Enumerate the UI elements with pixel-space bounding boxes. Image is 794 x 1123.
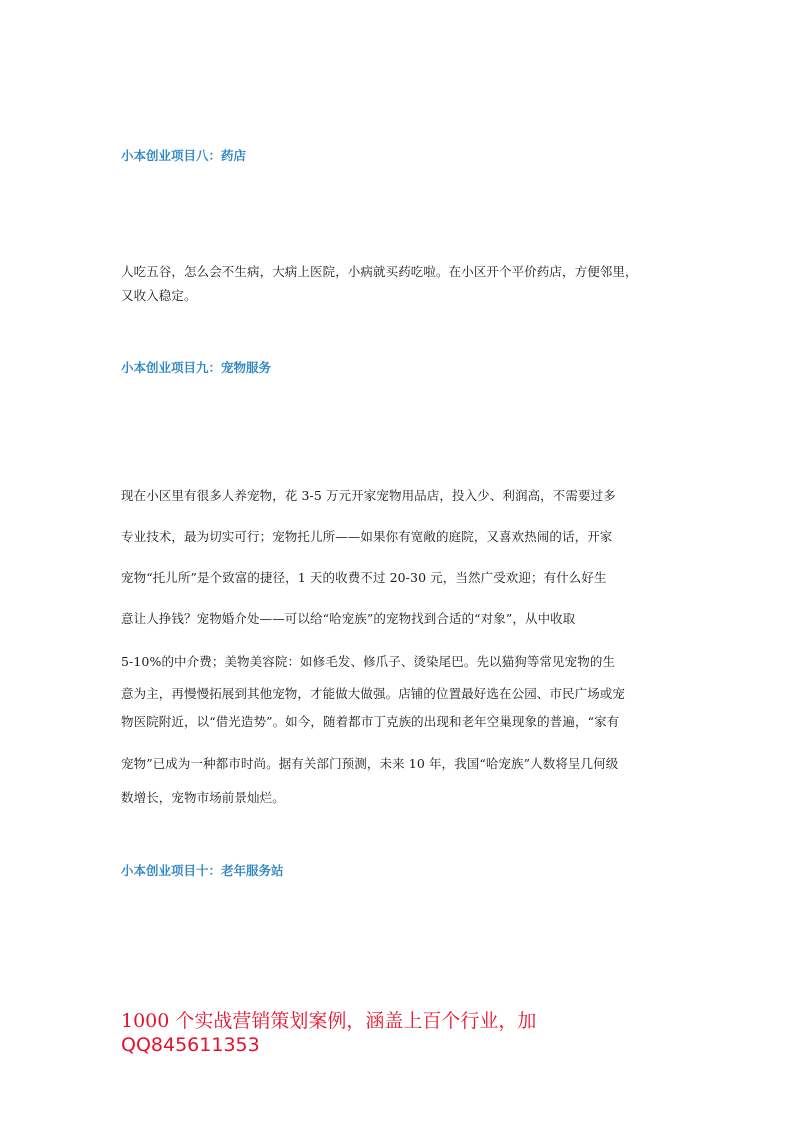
- paragraph-line: 宠物“托儿所”是个致富的捷径，1 天的收费不过 20-30 元，当然广受欢迎；有什么好生: [121, 570, 607, 585]
- paragraph-line: 意让人挣钱？宠物婚介处——可以给“哈宠族”的宠物找到合适的“对象”，从中收取: [121, 611, 576, 626]
- section-8-heading: 小本创业项目八：药店: [121, 148, 247, 163]
- paragraph-line: 专业技术，最为切实可行；宠物托儿所——如果你有宽敞的庭院，又喜欢热闹的话，开家: [121, 529, 613, 544]
- paragraph-line: 物医院附近，以“借光造势”。如今，随着都市丁克族的出现和老年空巢现象的普遍，“家有: [121, 714, 620, 729]
- section-10-heading: 小本创业项目十：老年服务站: [121, 863, 284, 878]
- paragraph-line: 人吃五谷，怎么会不生病，大病上医院，小病就买药吃啦。在小区开个平价药店，方便邻里，: [121, 264, 638, 279]
- section-9-heading: 小本创业项目九：宠物服务: [121, 360, 272, 375]
- paragraph-line: 意为主，再慢慢拓展到其他宠物，才能做大做强。店铺的位置最好选在公园、市民广场或宠: [121, 686, 626, 701]
- promo-line-1: 1000 个实战营销策划案例，涵盖上百个行业，加: [121, 1010, 537, 1032]
- paragraph-line: 5-10%的中介费；美物美容院：如修毛发、修爪子、烫染尾巴。先以猫狗等常见宠物的生: [121, 654, 616, 669]
- paragraph-line: 数增长，宠物市场前景灿烂。: [121, 790, 285, 805]
- paragraph-line: 又收入稳定。: [121, 288, 197, 303]
- paragraph-line: 现在小区里有很多人养宠物，花 3-5 万元开家宠物用品店，投入少、利润高，不需要过多: [121, 488, 616, 503]
- promo-qq-number: QQ845611353: [121, 1034, 260, 1056]
- paragraph-line: 宠物”已成为一种都市时尚。据有关部门预测，未来 10 年，我国“哈宠族”人数将呈几何级: [121, 756, 619, 771]
